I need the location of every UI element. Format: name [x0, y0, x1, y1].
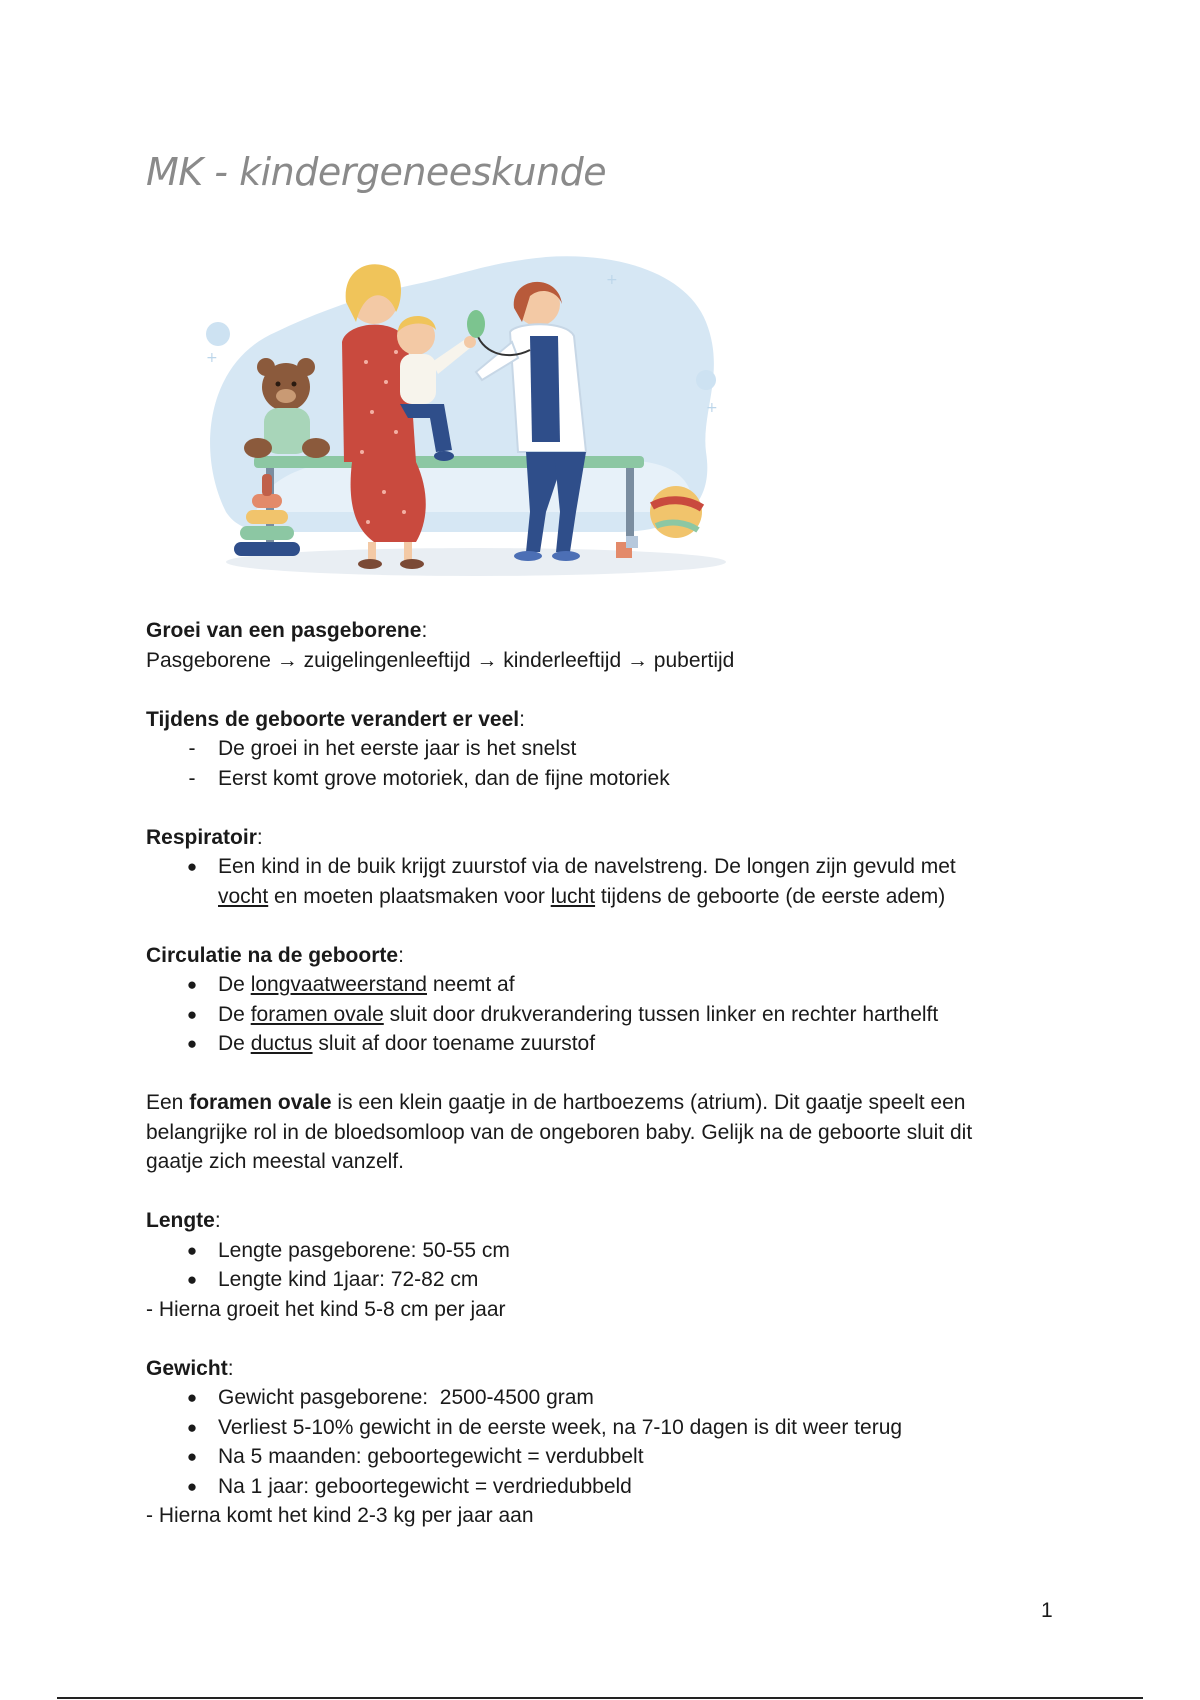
section-heading-lengte: Lengte:	[146, 1209, 221, 1232]
lengte-note: - Hierna groeit het kind 5-8 cm per jaar	[146, 1297, 506, 1321]
page-number: 1	[1041, 1599, 1053, 1622]
heading-text: Respiratoir	[146, 825, 257, 849]
underlined-term: longvaatweerstand	[250, 973, 427, 996]
section-heading-respiratoir: Respiratoir:	[146, 825, 263, 849]
circulatie-list	[146, 970, 1046, 1059]
list-item: ● Lengte kind 1jaar: 72-82 cm	[186, 1268, 479, 1291]
list-item: ● Lengte pasgeborene: 50-55 cm	[186, 1238, 510, 1262]
list-item: ● De longvaatweerstand neemt af	[186, 973, 515, 996]
list-item: - De groei in het eerste jaar is het snelst	[188, 737, 577, 760]
growth-stages-text: Pasgeborene → zuigelingenleeftijd → kinderleeftijd → pubertijd	[146, 648, 735, 672]
bottom-divider	[57, 1697, 1143, 1699]
list-item: - Eerst komt grove motoriek, dan de fijne motoriek	[188, 766, 670, 790]
list-item: ● Na 1 jaar: geboortegewicht = verdriedubbeld	[186, 1474, 632, 1498]
list-item: ● De foramen ovale sluit door drukverandering tussen linker en rechter harthelft	[186, 1002, 939, 1026]
underlined-term: lucht	[550, 884, 596, 908]
document-content	[146, 616, 1046, 1531]
heading-text: Gewicht	[146, 1356, 228, 1380]
svg-text:+: +	[706, 400, 718, 416]
underlined-term: foramen ovale	[250, 1002, 384, 1026]
respiratoir-list	[146, 852, 1046, 911]
pediatrician-visit-illustration	[146, 212, 766, 584]
list-item: ● De ductus sluit af door toename zuurstof	[186, 1032, 596, 1055]
heading-text: Lengte	[146, 1209, 215, 1232]
bold-term: foramen ovale	[189, 1091, 332, 1114]
foramen-ovale-paragraph: Een foramen ovale is een klein gaatje in de hartboezems (atrium). Dit gaatje speelt een belangrijke rol in de bloedsomloop van de ongeboren baby. Gelijk na de geboorte sluit dit gaatje zich meestal vanzelf.	[146, 1091, 973, 1173]
list-item: ● Een kind in de buik krijgt zuurstof via de navelstreng. De longen zijn gevuld met vocht en moeten plaatsmaken voor lucht tijdens de geboorte (de eerste adem)	[186, 855, 956, 908]
section-heading-gewicht: Gewicht:	[146, 1356, 234, 1380]
underlined-term: ductus	[250, 1032, 313, 1055]
heading-text: Tijdens de geboorte verandert er veel	[146, 707, 520, 731]
section-heading-circulatie: Circulatie na de geboorte:	[146, 943, 404, 967]
heading-text: Groei van een pasgeborene	[146, 619, 422, 642]
section-heading-groei: Groei van een pasgeborene:	[146, 619, 428, 642]
list-item: ● Gewicht pasgeborene: 2500-4500 gram	[186, 1386, 594, 1409]
svg-text:+: +	[606, 272, 618, 288]
geboorte-list	[146, 734, 1046, 793]
underlined-term: vocht	[218, 884, 269, 908]
section-heading-geboorte: Tijdens de geboorte verandert er veel:	[146, 707, 525, 731]
page-title: MK - kindergeneeskunde	[146, 150, 607, 194]
svg-text:+: +	[206, 350, 218, 366]
lengte-list	[146, 1236, 1046, 1295]
gewicht-note: - Hierna komt het kind 2-3 kg per jaar aan	[146, 1504, 534, 1527]
heading-text: Circulatie na de geboorte	[146, 943, 399, 967]
list-item: ● Na 5 maanden: geboortegewicht = verdubbelt	[186, 1445, 644, 1468]
list-item: ● Verliest 5-10% gewicht in de eerste week, na 7-10 dagen is dit weer terug	[186, 1415, 903, 1439]
gewicht-list	[146, 1383, 1046, 1501]
